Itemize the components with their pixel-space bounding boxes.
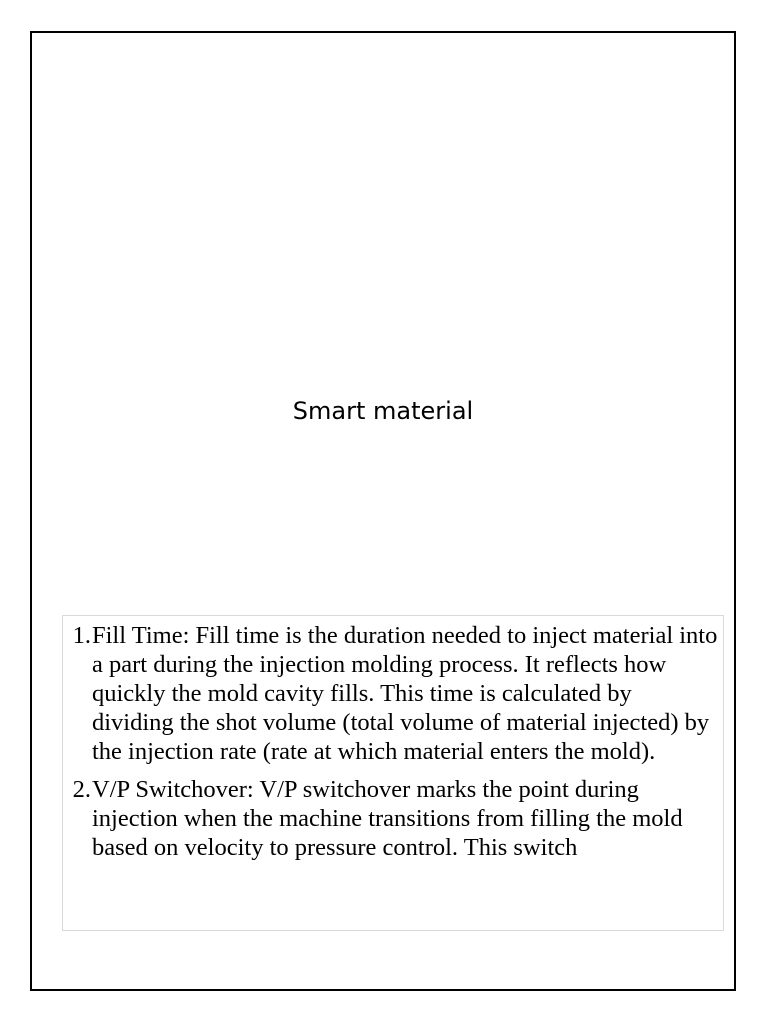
list-item [67,775,719,862]
list-item-text: V/P Switchover: V/P switchover marks the point during injection when the machine transitions from filling the mold based on velocity to pressure control. This switch [92,776,683,861]
list-item-text: Fill Time: Fill time is the duration needed to inject material into a part during the injection molding process. It reflects how quickly the mold cavity fills. This time is calculated by dividing the shot volume (total volume of material injected) by the injection rate (rate at which material enters the mold). [92,622,718,765]
numbered-list [67,621,719,862]
slide-frame [30,31,736,991]
list-item-number: 1. [72,622,91,649]
text-box [62,615,724,931]
list-item [67,621,719,766]
list-item-number: 2. [72,776,91,803]
slide-title: Smart material [292,397,474,425]
